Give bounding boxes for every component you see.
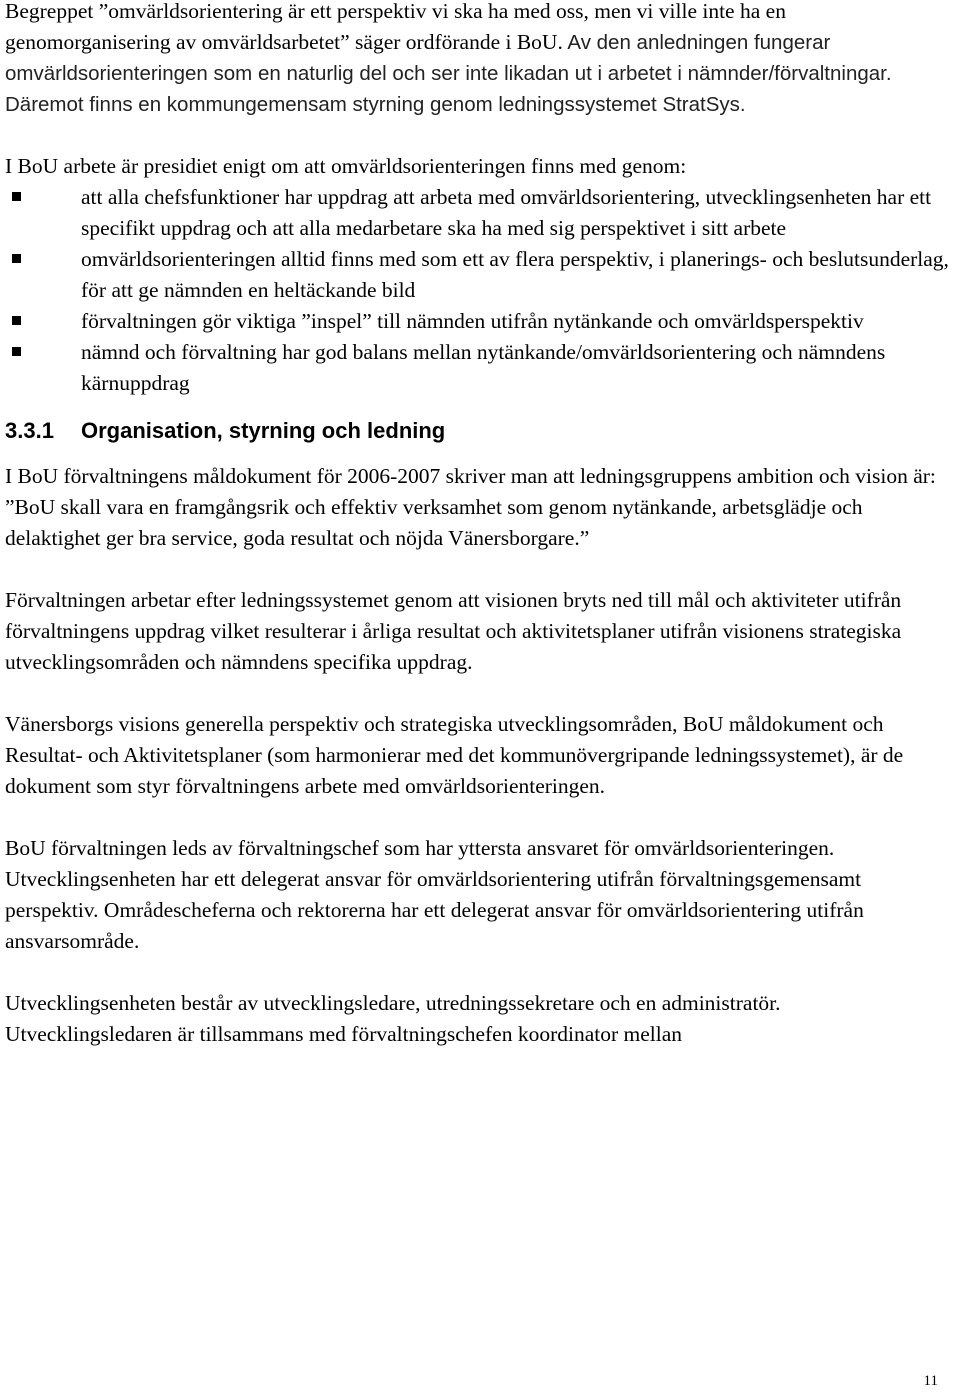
section-title: Organisation, styrning och ledning — [81, 418, 446, 443]
list-item-text: omvärldsorienteringen alltid finns med som ett av flera perspektiv, i planerings- och beslutsunderlag, för att ge nämnden en heltäckande bild — [81, 247, 949, 302]
list-item-text: förvaltningen gör viktiga ”inspel” till nämnden utifrån nytänkande och omvärldsperspektiv — [81, 309, 864, 333]
section-number: 3.3.1 — [5, 418, 54, 443]
presidium-lead: I BoU arbete är presidiet enigt om att omvärldsorienteringen finns med genom: — [5, 154, 687, 178]
paragraph-vision-intro: I BoU förvaltningens måldokument för 2006-2007 skriver man att ledningsgruppens ambition och vision är: — [5, 464, 936, 488]
list-item — [81, 182, 950, 244]
page-number: 11 — [923, 1373, 938, 1389]
list-item — [81, 337, 950, 399]
intro-paragraph — [5, 0, 950, 120]
square-bullet-icon — [12, 347, 21, 356]
intro-text-sans: Av den anledningen fungerar omvärldsorienteringen som en naturlig del och ser inte likadan ut i arbetet i nämnder/förvaltningar. Däremot finns en kommungemensam styrning genom ledningssystemet StratSys. — [5, 31, 892, 116]
paragraph-governing-documents: Vänersborgs visions generella perspektiv och strategiska utvecklingsområden, BoU måldokument och Resultat- och Aktivitetsplaner (som harmonierar med det kommunövergripande ledningssystemet), är de dokument som styr förvaltningens arbete med omvärldsorienteringen. — [5, 712, 904, 798]
paragraph-management-system: Förvaltningen arbetar efter ledningssystemet genom att visionen bryts ned till mål och aktiviteter utifrån förvaltningens uppdrag vilket resulterar i årliga resultat och aktivitetsplaner utifrån visionens strategiska utvecklingsområden och nämndens specifika uppdrag. — [5, 588, 902, 674]
paragraph-responsibility: BoU förvaltningen leds av förvaltningschef som har yttersta ansvaret för omvärldsorienteringen. Utvecklingsenheten har ett delegerat ansvar för omvärldsorientering utifrån förvaltningsgemensamt perspektiv. Områdescheferna och rektorerna har ett delegerat ansvar för omvärldsorientering utifrån ansvarsområde. — [5, 836, 864, 953]
presidium-bullet-list — [5, 182, 950, 399]
document-page — [5, 0, 950, 1050]
square-bullet-icon — [12, 192, 21, 201]
list-item — [81, 306, 950, 337]
intro-text-serif: Begreppet ”omvärldsorientering är ett perspektiv vi ska ha med oss, men vi ville inte ha en genomorganisering av omvärldsarbetet” säger ordförande i BoU. — [5, 0, 786, 54]
vision-quote: ”BoU skall vara en framgångsrik och effektiv verksamhet som genom nytänkande, arbetsglädje och delaktighet ger bra service, goda resultat och nöjda Vänersborgare.” — [5, 495, 863, 550]
section-heading — [5, 417, 950, 445]
list-item-text: att alla chefsfunktioner har uppdrag att arbeta med omvärldsorientering, utvecklingsenheten har ett specifikt uppdrag och att alla medarbetare ska ha med sig perspektivet i sitt arbete — [81, 185, 932, 240]
paragraph-development-unit: Utvecklingsenheten består av utvecklingsledare, utredningssekretare och en administratör. Utvecklingsledaren är tillsammans med förvaltningschefen koordinator mellan — [5, 991, 781, 1046]
square-bullet-icon — [12, 316, 21, 325]
square-bullet-icon — [12, 254, 21, 263]
list-item — [81, 244, 950, 306]
list-item-text: nämnd och förvaltning har god balans mellan nytänkande/omvärldsorientering och nämndens kärnuppdrag — [81, 340, 886, 395]
